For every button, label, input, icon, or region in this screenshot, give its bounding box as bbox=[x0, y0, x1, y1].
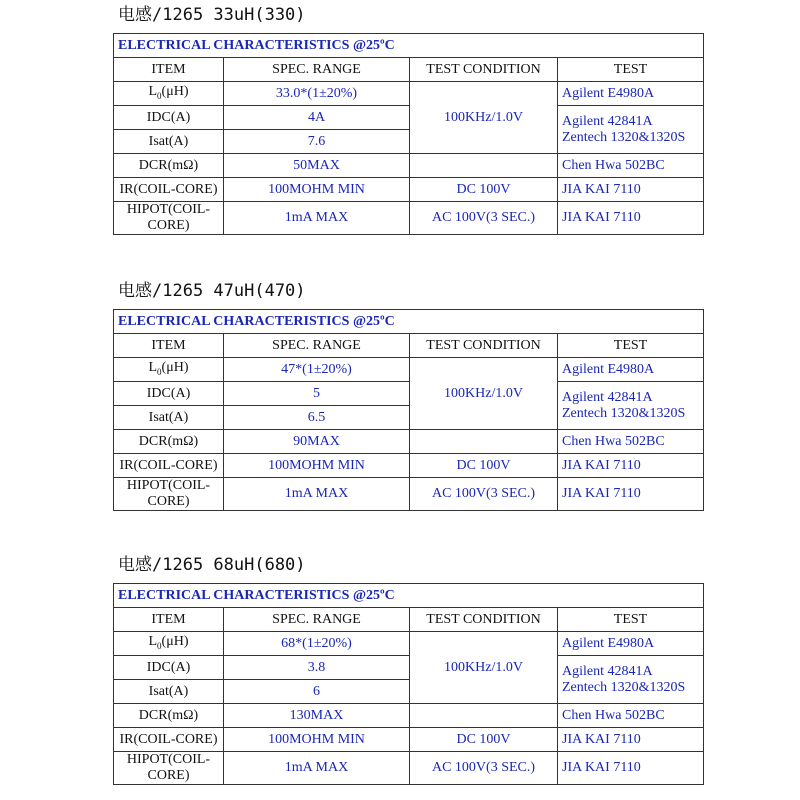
test-hipot: JIA KAI 7110 bbox=[558, 478, 704, 511]
test-idc-isat: Agilent 42841A Zentech 1320&1320S bbox=[558, 382, 704, 430]
test-hipot: JIA KAI 7110 bbox=[558, 202, 704, 235]
item-ir: IR(COIL-CORE) bbox=[114, 454, 224, 478]
test-idc-isat: Agilent 42841A Zentech 1320&1320S bbox=[558, 656, 704, 704]
condition-ac: AC 100V(3 SEC.) bbox=[410, 752, 558, 785]
item-idc: IDC(A) bbox=[114, 106, 224, 130]
header-spec-range: SPEC. RANGE bbox=[224, 608, 410, 632]
spec-idc: 4A bbox=[224, 106, 410, 130]
spec-inductance: 33.0*(1±20%) bbox=[224, 82, 410, 106]
test-dcr: Chen Hwa 502BC bbox=[558, 154, 704, 178]
header-test-condition: TEST CONDITION bbox=[410, 58, 558, 82]
condition-frequency: 100KHz/1.0V bbox=[410, 632, 558, 704]
header-test: TEST bbox=[558, 608, 704, 632]
condition-dcr-empty bbox=[410, 430, 558, 454]
condition-ac: AC 100V(3 SEC.) bbox=[410, 202, 558, 235]
test-dcr: Chen Hwa 502BC bbox=[558, 430, 704, 454]
condition-frequency: 100KHz/1.0V bbox=[410, 358, 558, 430]
condition-dc: DC 100V bbox=[410, 728, 558, 752]
spec-idc: 5 bbox=[224, 382, 410, 406]
table-title: ELECTRICAL CHARACTERISTICS @25ºC bbox=[114, 310, 704, 334]
table-title: ELECTRICAL CHARACTERISTICS @25ºC bbox=[114, 34, 704, 58]
condition-ac: AC 100V(3 SEC.) bbox=[410, 478, 558, 511]
item-idc: IDC(A) bbox=[114, 382, 224, 406]
header-test-condition: TEST CONDITION bbox=[410, 334, 558, 358]
item-dcr: DCR(mΩ) bbox=[114, 704, 224, 728]
electrical-characteristics-table bbox=[113, 583, 704, 785]
item-dcr: DCR(mΩ) bbox=[114, 154, 224, 178]
condition-dc: DC 100V bbox=[410, 178, 558, 202]
condition-dcr-empty bbox=[410, 704, 558, 728]
spec-inductance: 47*(1±20%) bbox=[224, 358, 410, 382]
spec-dcr: 130MAX bbox=[224, 704, 410, 728]
condition-frequency: 100KHz/1.0V bbox=[410, 82, 558, 154]
electrical-characteristics-table bbox=[113, 33, 704, 235]
section-heading: 电感/1265 33uH(330) bbox=[118, 5, 306, 25]
condition-dc: DC 100V bbox=[410, 454, 558, 478]
test-inductance: Agilent E4980A bbox=[558, 82, 704, 106]
spec-ir: 100MOHM MIN bbox=[224, 178, 410, 202]
header-test-condition: TEST CONDITION bbox=[410, 608, 558, 632]
spec-hipot: 1mA MAX bbox=[224, 202, 410, 235]
section-heading: 电感/1265 68uH(680) bbox=[118, 555, 306, 575]
item-hipot: HIPOT(COIL- CORE) bbox=[114, 752, 224, 785]
item-inductance: $L_0(\mu H)$ bbox=[114, 82, 224, 106]
test-ir: JIA KAI 7110 bbox=[558, 728, 704, 752]
condition-dcr-empty bbox=[410, 154, 558, 178]
table-title: ELECTRICAL CHARACTERISTICS @25ºC bbox=[114, 584, 704, 608]
header-item: ITEM bbox=[114, 608, 224, 632]
spec-isat: 6 bbox=[224, 680, 410, 704]
item-ir: IR(COIL-CORE) bbox=[114, 728, 224, 752]
header-spec-range: SPEC. RANGE bbox=[224, 334, 410, 358]
item-inductance: $L_0(\mu H)$ bbox=[114, 358, 224, 382]
electrical-characteristics-table bbox=[113, 309, 704, 511]
header-item: ITEM bbox=[114, 334, 224, 358]
item-hipot: HIPOT(COIL- CORE) bbox=[114, 478, 224, 511]
spec-dcr: 50MAX bbox=[224, 154, 410, 178]
spec-inductance: 68*(1±20%) bbox=[224, 632, 410, 656]
section-heading: 电感/1265 47uH(470) bbox=[118, 281, 306, 301]
spec-idc: 3.8 bbox=[224, 656, 410, 680]
header-test: TEST bbox=[558, 334, 704, 358]
spec-hipot: 1mA MAX bbox=[224, 478, 410, 511]
spec-ir: 100MOHM MIN bbox=[224, 454, 410, 478]
test-idc-isat: Agilent 42841A Zentech 1320&1320S bbox=[558, 106, 704, 154]
item-inductance: $L_0(\mu H)$ bbox=[114, 632, 224, 656]
header-test: TEST bbox=[558, 58, 704, 82]
test-ir: JIA KAI 7110 bbox=[558, 178, 704, 202]
item-isat: Isat(A) bbox=[114, 406, 224, 430]
header-item: ITEM bbox=[114, 58, 224, 82]
test-dcr: Chen Hwa 502BC bbox=[558, 704, 704, 728]
item-ir: IR(COIL-CORE) bbox=[114, 178, 224, 202]
item-isat: Isat(A) bbox=[114, 680, 224, 704]
header-spec-range: SPEC. RANGE bbox=[224, 58, 410, 82]
item-idc: IDC(A) bbox=[114, 656, 224, 680]
test-inductance: Agilent E4980A bbox=[558, 358, 704, 382]
test-hipot: JIA KAI 7110 bbox=[558, 752, 704, 785]
spec-dcr: 90MAX bbox=[224, 430, 410, 454]
item-hipot: HIPOT(COIL- CORE) bbox=[114, 202, 224, 235]
spec-isat: 7.6 bbox=[224, 130, 410, 154]
spec-isat: 6.5 bbox=[224, 406, 410, 430]
test-ir: JIA KAI 7110 bbox=[558, 454, 704, 478]
spec-ir: 100MOHM MIN bbox=[224, 728, 410, 752]
spec-hipot: 1mA MAX bbox=[224, 752, 410, 785]
item-isat: Isat(A) bbox=[114, 130, 224, 154]
item-dcr: DCR(mΩ) bbox=[114, 430, 224, 454]
test-inductance: Agilent E4980A bbox=[558, 632, 704, 656]
